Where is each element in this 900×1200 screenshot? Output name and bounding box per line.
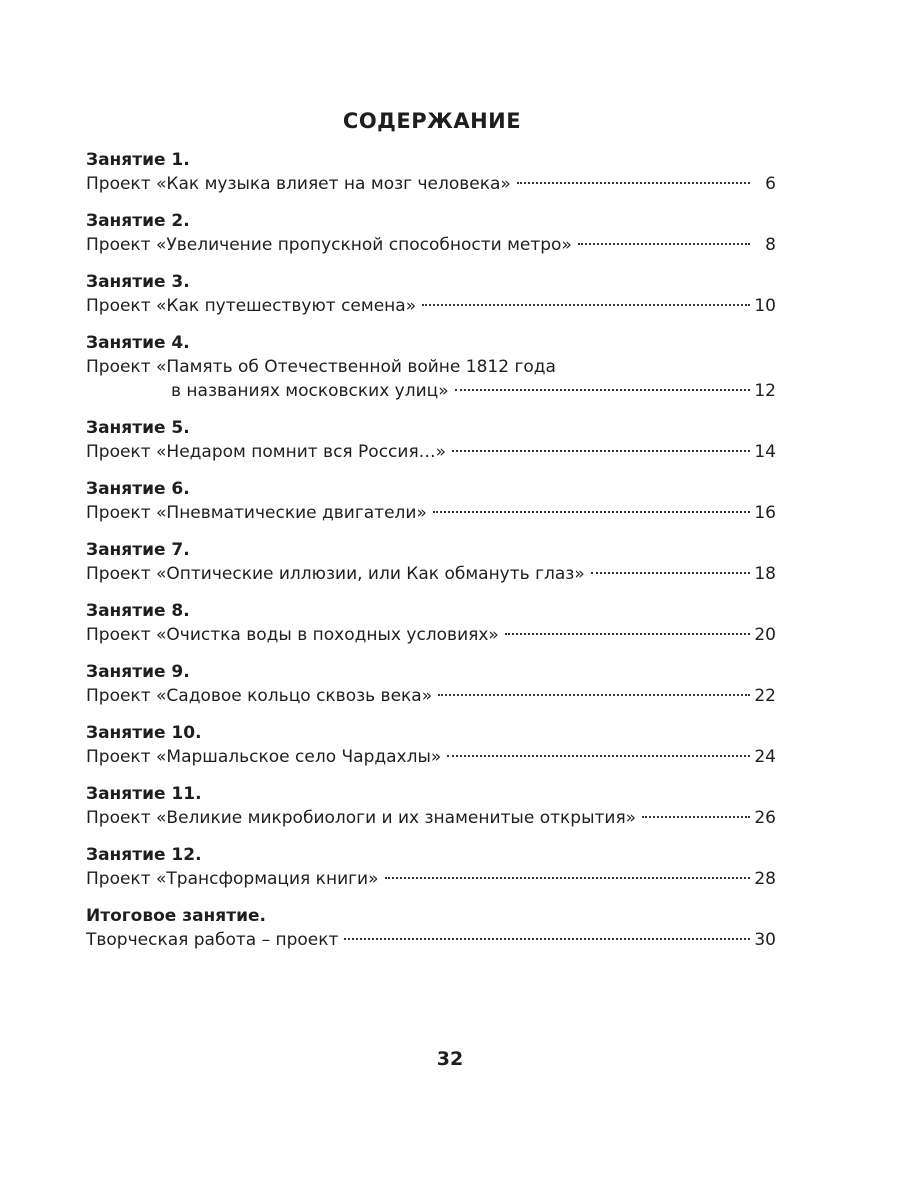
toc-project-line <box>86 562 776 586</box>
toc-lesson-heading: Занятие 12. <box>86 845 202 865</box>
toc-entry <box>86 331 776 403</box>
toc-project-title: Проект «Увеличение пропускной способности метро» <box>86 235 572 255</box>
toc-entry <box>86 209 776 257</box>
toc-project-line <box>86 379 776 403</box>
toc-entry <box>86 270 776 318</box>
toc-project-title: Проект «Пневматические двигатели» <box>86 503 427 523</box>
toc-page-number: 6 <box>765 174 776 194</box>
toc-project-line <box>86 501 776 525</box>
toc-lesson-heading: Итоговое занятие. <box>86 906 266 926</box>
toc-entry <box>86 904 776 952</box>
toc-project-title: Проект «Оптические иллюзии, или Как обмануть глаз» <box>86 564 585 584</box>
toc-project-line <box>86 806 776 830</box>
dot-leader <box>505 633 750 635</box>
toc-entry <box>86 843 776 891</box>
toc-lesson-heading: Занятие 6. <box>86 479 190 499</box>
dot-leader <box>422 304 750 306</box>
dot-leader <box>433 511 750 513</box>
toc-entry <box>86 721 776 769</box>
toc-project-line <box>86 294 776 318</box>
toc-project-title: Проект «Как путешествуют семена» <box>86 296 417 316</box>
toc-page-number: 12 <box>754 381 776 401</box>
dot-leader <box>591 572 750 574</box>
toc-project-title: Проект «Как музыка влияет на мозг человека» <box>86 174 511 194</box>
dot-leader <box>517 182 750 184</box>
toc-project-title: Проект «Память об Отечественной войне 1812 года <box>86 357 556 377</box>
toc-page-number: 8 <box>765 235 776 255</box>
dot-leader <box>642 816 750 818</box>
toc-lesson-heading: Занятие 8. <box>86 601 190 621</box>
toc-project-title: в названиях московских улиц» <box>171 381 449 401</box>
toc-lesson-heading: Занятие 3. <box>86 272 190 292</box>
toc-lesson-heading: Занятие 2. <box>86 211 190 231</box>
toc-entry <box>86 660 776 708</box>
toc-page-number: 16 <box>754 503 776 523</box>
toc-lesson-heading: Занятие 9. <box>86 662 190 682</box>
toc-page-number: 28 <box>754 869 776 889</box>
toc-project-line <box>86 172 776 196</box>
toc-lesson-heading: Занятие 11. <box>86 784 202 804</box>
toc-project-line <box>86 355 776 379</box>
toc-project-line <box>86 745 776 769</box>
dot-leader <box>455 389 750 391</box>
toc-entry <box>86 782 776 830</box>
toc-project-title: Проект «Великие микробиологи и их знаменитые открытия» <box>86 808 637 828</box>
toc-project-line <box>86 928 776 952</box>
toc-project-line <box>86 684 776 708</box>
dot-leader <box>344 938 750 940</box>
toc-lesson-heading: Занятие 10. <box>86 723 202 743</box>
table-of-contents <box>86 148 776 965</box>
toc-project-title: Проект «Очистка воды в походных условиях» <box>86 625 499 645</box>
toc-entry <box>86 477 776 525</box>
toc-lesson-heading: Занятие 7. <box>86 540 190 560</box>
page-title: СОДЕРЖАНИЕ <box>342 109 522 133</box>
toc-page-number: 14 <box>754 442 776 462</box>
toc-project-title: Проект «Недаром помнит вся Россия…» <box>86 442 447 462</box>
toc-project-line <box>86 440 776 464</box>
toc-entry <box>86 148 776 196</box>
dot-leader <box>452 450 750 452</box>
toc-page-number: 10 <box>754 296 776 316</box>
toc-project-title: Творческая работа – проект <box>86 930 339 950</box>
toc-entry <box>86 416 776 464</box>
toc-page-number: 22 <box>754 686 776 706</box>
toc-page-number: 30 <box>754 930 776 950</box>
dot-leader <box>578 243 750 245</box>
page-number: 32 <box>436 1048 464 1070</box>
toc-lesson-heading: Занятие 4. <box>86 333 190 353</box>
toc-page-number: 18 <box>754 564 776 584</box>
dot-leader <box>385 877 751 879</box>
dot-leader <box>447 755 750 757</box>
toc-page-number: 24 <box>754 747 776 767</box>
toc-project-line <box>86 623 776 647</box>
toc-entry <box>86 538 776 586</box>
toc-project-title: Проект «Трансформация книги» <box>86 869 379 889</box>
toc-lesson-heading: Занятие 1. <box>86 150 190 170</box>
toc-page-number: 26 <box>754 808 776 828</box>
toc-page-number: 20 <box>754 625 776 645</box>
toc-project-title: Проект «Садовое кольцо сквозь века» <box>86 686 433 706</box>
toc-entry <box>86 599 776 647</box>
toc-project-line <box>86 867 776 891</box>
toc-lesson-heading: Занятие 5. <box>86 418 190 438</box>
dot-leader <box>438 694 750 696</box>
toc-project-title: Проект «Маршальское село Чардахлы» <box>86 747 442 767</box>
toc-project-line <box>86 233 776 257</box>
